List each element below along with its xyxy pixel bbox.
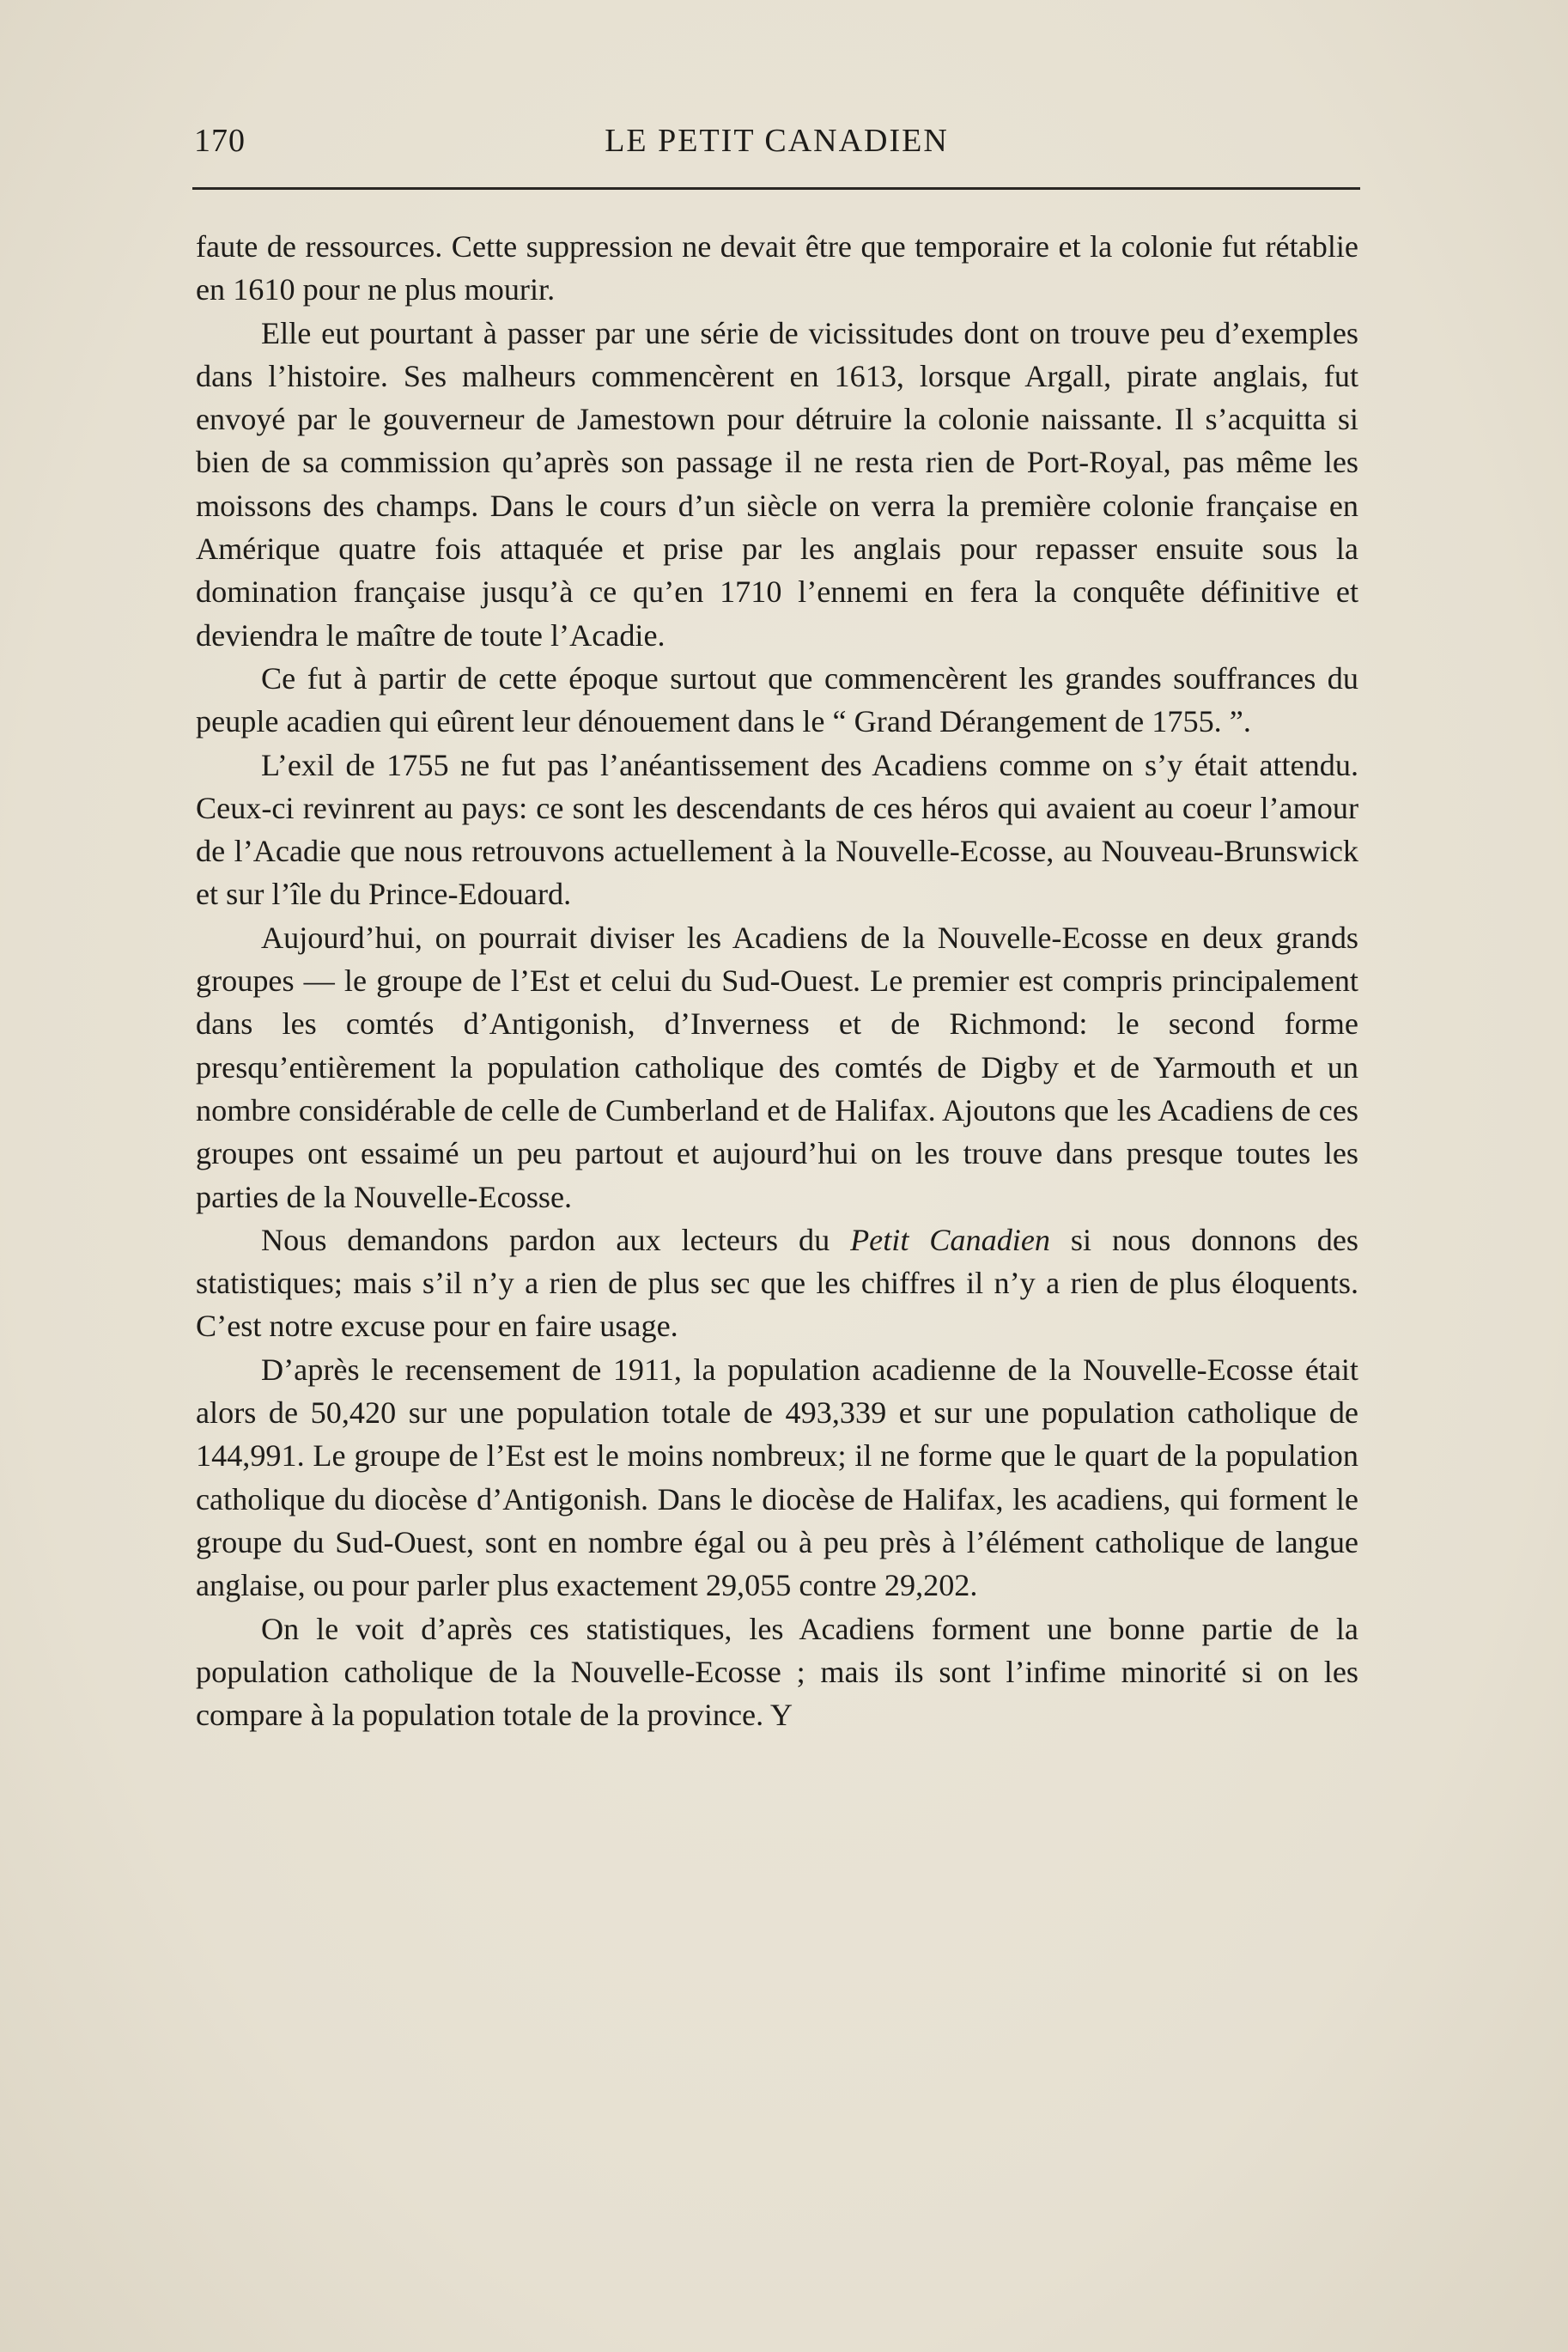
page-number: 170	[194, 123, 246, 159]
running-title: LE PETIT CANADIEN	[605, 123, 949, 159]
paragraph-8: On le voit d’après ces statistiques, les Acadiens forment une bonne partie de la population catholique de la Nouvelle-Ecosse ; mais ils sont l’infime minorité si on les compare à la population totale de la province. Y	[196, 1611, 1358, 1733]
paragraph-2: Elle eut pourtant à passer par une série de vicissitudes dont on trouve peu d’exemples dans l’histoire. Ses malheurs commencèrent en 1613, lorsque Argall, pirate anglais, fut envoyé par le gouverneur de Jamestown pour détruire la colonie naissante. Il s’acquitta si bien de sa commission qu’après son passage il ne resta rien de Port-Royal, pas même les moissons des champs. Dans le cours d’un siècle on verra la première colonie française en Amérique quatre fois attaquée et prise par les anglais pour repasser ensuite sous la domination française jusqu’à ce qu’en 1710 l’ennemi en fera la conquête définitive et deviendra le maître de toute l’Acadie.	[196, 315, 1358, 653]
paragraph-6-end: si nous donnons des statistiques; mais s’il n’y a rien de plus sec que les chiffres il n’y a rien de plus éloquents. C’est notre excuse pour en faire usage.	[196, 1222, 1358, 1344]
body-text	[196, 225, 1358, 1736]
page-header	[194, 122, 1359, 170]
paragraph-1: faute de ressources. Cette suppression ne devait être que temporaire et la colonie fut rétablie en 1610 pour ne plus mourir.	[196, 229, 1358, 307]
paragraph-3: Ce fut à partir de cette époque surtout que commencèrent les grandes souffrances du peuple acadien qui eûrent leur dénouement dans le “ Grand Dérangement de 1755. ”.	[196, 660, 1358, 739]
header-rule	[192, 187, 1360, 190]
journal-title-italic: Petit Canadien	[850, 1222, 1051, 1257]
paragraph-6	[196, 1219, 1358, 1348]
paragraph-4: L’exil de 1755 ne fut pas l’anéantissement des Acadiens comme on s’y était attendu. Ceux-ci revinrent au pays: ce sont les descendants de ces héros qui avaient au coeur l’amour de l’Acadie que nous retrouvons actuellement à la Nouvelle-Ecosse, au Nouveau-Brunswick et sur l’île du Prince-Edouard.	[196, 747, 1358, 912]
paragraph-6-start: Nous demandons pardon aux lecteurs du	[261, 1222, 851, 1257]
paragraph-7: D’après le recensement de 1911, la population acadienne de la Nouvelle-Ecosse était alors de 50,420 sur une population totale de 493,339 et sur une population catholique de 144,991. Le groupe de l’Est est le moins nombreux; il ne forme que le quart de la population catholique du diocèse d’Antigonish. Dans le diocèse de Halifax, les acadiens, qui forment le groupe du Sud-Ouest, sont en nombre égal ou à peu près à l’élément catholique de langue anglaise, ou pour parler plus exactement 29,055 contre 29,202.	[196, 1352, 1358, 1603]
paragraph-5: Aujourd’hui, on pourrait diviser les Acadiens de la Nouvelle-Ecosse en deux grands groupes — le groupe de l’Est et celui du Sud-Ouest. Le premier est compris principalement dans les comtés d’Antigonish, d’Inverness et de Richmond: le second forme presqu’entièrement la population catholique des comtés de Digby et de Yarmouth et un nombre considérable de celle de Cumberland et de Halifax. Ajoutons que les Acadiens de ces groupes ont essaimé un peu partout et aujourd’hui on les trouve dans presque toutes les parties de la Nouvelle-Ecosse.	[196, 920, 1358, 1214]
